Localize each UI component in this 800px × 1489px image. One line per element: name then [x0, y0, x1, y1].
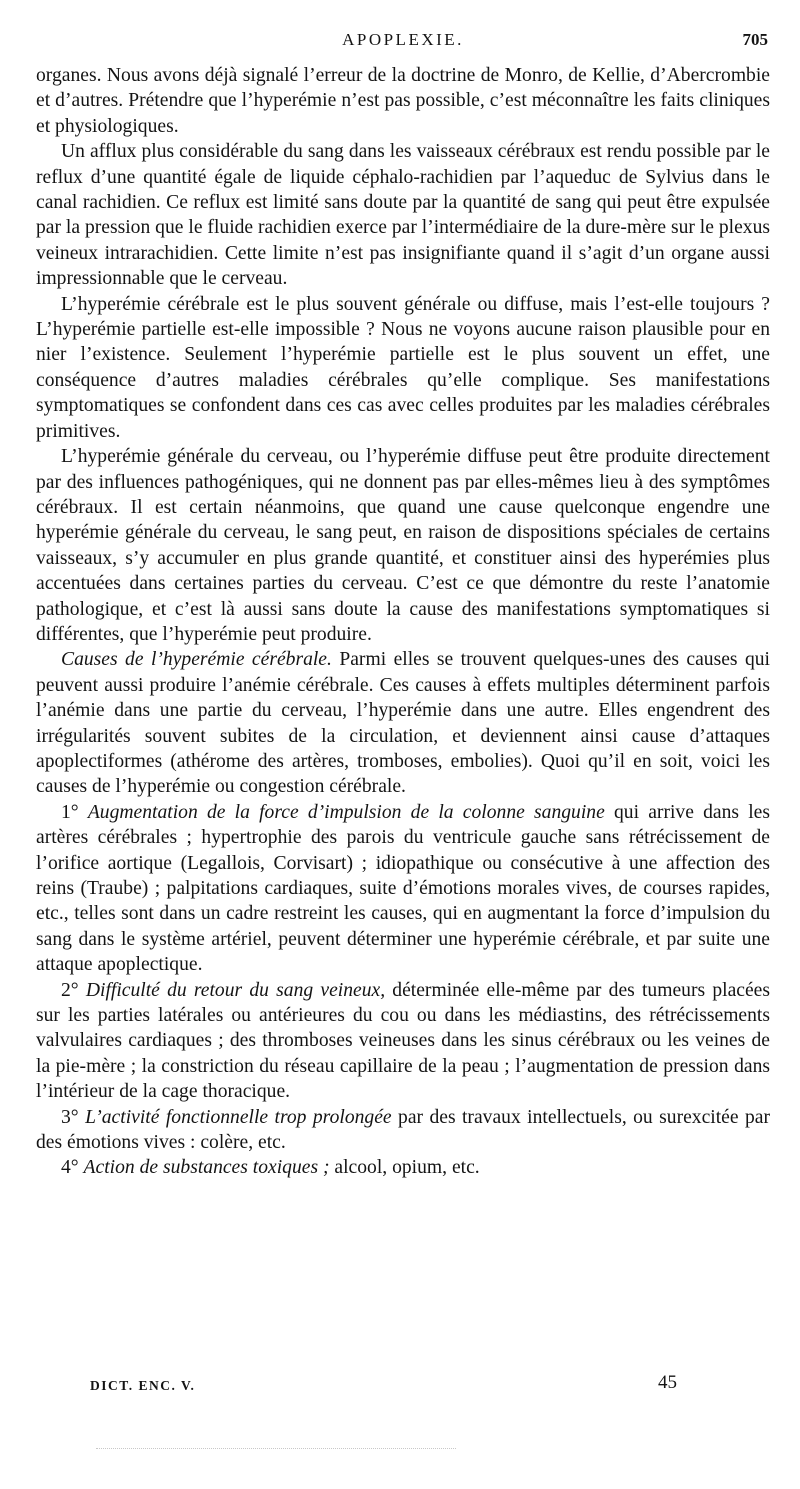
bottom-rule: [96, 1448, 456, 1449]
causes-text: Parmi elles se trouvent quelques-unes des causes qui peuvent aussi produire l’anémie cérébrale. Ces causes à effets multiples déterminent parfois l’anémie dans une partie du cerveau, l’hyperémie dans une autre. Elles engendrent des irrégularités souvent subites de la circulation, et deviennent ainsi cause d’attaques apoplectiformes (athérome des artères, tromboses, embolies). Quoi qu’il en soit, voici les causes de l’hyperémie ou congestion cérébrale.: [36, 649, 771, 798]
body-text: [36, 63, 770, 1181]
page-footer: [36, 1372, 770, 1400]
list-item-heading: Action de substances toxiques ;: [83, 1157, 330, 1179]
list-item-text: par des travaux intellectuels, ou surexcitée par des émotions vives : colère, etc.: [36, 1106, 770, 1154]
list-item-text: alcool, opium, etc.: [329, 1157, 480, 1179]
list-item-text: déterminée elle-même par des tumeurs placées sur les parties latérales ou antérieures du cou ou dans les médiastins, des rétrécissements valvulaires cardiaques ; des thromboses veineuses dans les sinus cérébraux ou les veines de la pie-mère ; la constriction du réseau capillaire de la peau ; l’augmentation de pression dans l’intérieur de la cage thoracique.: [36, 979, 770, 1103]
list-item-1: [36, 800, 770, 978]
list-item-2: [36, 978, 770, 1105]
causes-heading: Causes de l’hyperémie cérébrale.: [61, 649, 332, 671]
paragraph-hyperemie-generale: L’hyperémie générale du cerveau, ou l’hyperémie diffuse peut être produite directement par des influences pathogéniques, qui ne donnent pas par elles-mêmes lieu à des symptômes cérébraux. Il est certain néanmoins, que quand une cause quelconque engendre une hyperémie générale du cerveau, le sang peut, en raison de dispositions spéciales de certains vaisseaux, s’y accumuler en plus grande quantité, et constituer ainsi des hyperémies plus accentuées dans certaines parties du cerveau. C’est ce que démontre du reste l’anatomie pathologique, et c’est là aussi sans doute la cause des manifestations symptomatiques si différentes, que l’hyperémie peut produire.: [36, 446, 770, 645]
paragraph-continuation: organes. Nous avons déjà signalé l’erreur de la doctrine de Monro, de Kellie, d’Abercrombie et d’autres. Prétendre que l’hyperémie n’est pas possible, c’est méconnaître les faits cliniques et physiologiques.: [36, 65, 770, 137]
list-item-heading: L’activité fonctionnelle trop prolongée: [85, 1106, 392, 1128]
paragraph-hyperemie-partielle: L’hyperémie cérébrale est le plus souvent générale ou diffuse, mais l’est-elle toujours ? L’hyperémie partielle est-elle impossible ? Nous ne voyons aucune raison plausible pour en nier l’existence. Seulement l’hyperémie partielle est le plus souvent un effet, une conséquence d’autres maladies cérébrales qu’elle complique. Ses manifestations symptomatiques se confondent dans ces cas avec celles produites par les maladies cérébrales primitives.: [36, 293, 770, 442]
list-item-3: [36, 1105, 770, 1156]
paragraph-afflux: Un afflux plus considérable du sang dans les vaisseaux cérébraux est rendu possible par le reflux d’une quantité égale de liquide céphalo-rachidien par l’aqueduc de Sylvius dans le canal rachidien. Ce reflux est limité sans doute par la quantité de sang qui peut être expulsée par la pression que le fluide rachidien exerce par l’intermédiaire de la dure-mère sur le plexus veineux intrarachidien. Cette limite n’est pas insignifiante quand il s’agit d’un organe aussi impressionnable que le cerveau.: [36, 141, 770, 290]
list-item-number: 4°: [61, 1157, 79, 1179]
list-item-number: 2°: [61, 979, 79, 1001]
running-title: APOPLEXIE.: [342, 30, 464, 49]
footer-volume: DICT. ENC. V.: [90, 1378, 196, 1393]
paragraph-causes: [36, 647, 770, 799]
list-item-heading: Difficulté du retour du sang veineux,: [85, 979, 386, 1001]
running-head: [36, 30, 770, 56]
list-item-number: 1°: [61, 801, 79, 823]
footer-signature: 45: [658, 1372, 677, 1393]
list-item-heading: Augmentation de la force d’impulsion de la colonne sanguine: [87, 801, 605, 823]
list-item-number: 3°: [61, 1106, 79, 1128]
list-item-4: [36, 1155, 770, 1180]
page-number: 705: [742, 30, 768, 49]
list-item-text: qui arrive dans les artères cérébrales ; hypertrophie des parois du ventricule gauche sans rétrécissement de l’orifice aortique (Legallois, Corvisart) ; idiopathique ou consécutive à une affection des reins (Traube) ; palpitations cardiaques, suite d’émotions morales vives, de courses rapides, etc., telles sont dans un cadre restreint les causes, qui en augmentant la force d’impulsion du sang dans le système artériel, peuvent déterminer une hyperémie cérébrale, et par suite une attaque apoplectique.: [36, 801, 770, 976]
